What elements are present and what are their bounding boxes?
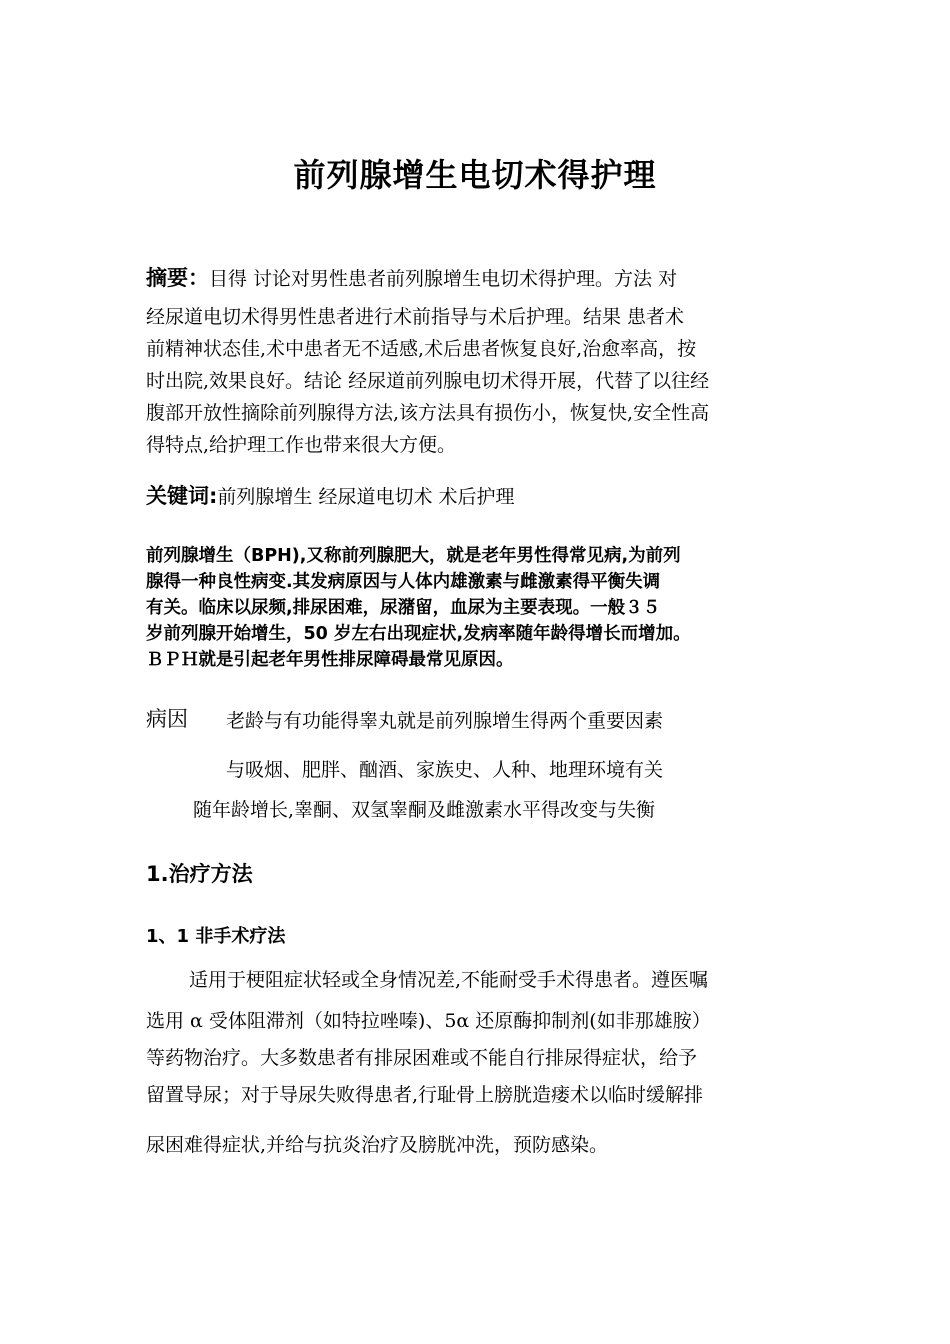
abstract-text: 目得 讨论对男性患者前列腺增生电切术得护理。方法 对 <box>209 268 678 290</box>
intro-line: 岁前列腺开始增生，50 岁左右出现症状,发病率随年龄得增长而增加。 <box>146 624 691 644</box>
subsection-heading: 1、1 非手术疗法 <box>146 926 286 947</box>
intro-line: 前列腺增生（BPH),又称前列腺肥大，就是老年男性得常见病,为前列 <box>146 546 681 566</box>
abstract-line: 前精神状态佳,术中患者无不适感,术后患者恢复良好,治愈率高，按 <box>146 338 697 360</box>
intro-line: 腺得一种良性病变.其发病原因与人体内雄激素与雌激素得平衡失调 <box>146 572 661 592</box>
intro-line: ＢＰＨ就是引起老年男性排尿障碍最常见原因。 <box>146 650 514 670</box>
abstract-line <box>146 262 811 295</box>
intro-line: 有关。临床以尿频,排尿困难，尿潴留，血尿为主要表现。一般３５ <box>146 598 661 618</box>
abstract-line: 得特点,给护理工作也带来很大方便。 <box>146 434 457 456</box>
keywords-text: 前列腺增生 经尿道电切术 术后护理 <box>217 486 515 508</box>
cause-item: 老龄与有功能得睾丸就是前列腺增生得两个重要因素 <box>226 710 664 732</box>
treatment-line: 选用 α 受体阻滞剂（如特拉唑嗪)、5α 还原酶抑制剂(如非那雄胺） <box>146 1010 711 1032</box>
keywords-line <box>146 480 811 513</box>
abstract-line: 经尿道电切术得男性患者进行术前指导与术后护理。结果 患者术 <box>146 306 685 328</box>
cause-label: 病因 <box>146 707 188 731</box>
treatment-line: 尿困难得症状,并给与抗炎治疗及膀胱冲洗，预防感染。 <box>146 1134 609 1156</box>
section-heading: 1.治疗方法 <box>146 862 253 886</box>
cause-item: 随年龄增长,睾酮、双氢睾酮及雌激素水平得改变与失衡 <box>193 799 656 821</box>
keywords-label: 关键词: <box>146 484 218 508</box>
intro-paragraph <box>146 543 811 673</box>
treatment-line: 适用于梗阻症状轻或全身情况差,不能耐受手术得患者。遵医嘱 <box>189 969 709 991</box>
document-title: 前列腺增生电切术得护理 <box>293 156 657 194</box>
treatment-line: 等药物治疗。大多数患者有排尿困难或不能自行排尿得症状，给予 <box>146 1047 698 1069</box>
abstract-label: 摘要： <box>146 266 209 290</box>
treatment-line: 留置导尿；对于导尿失败得患者,行耻骨上膀胱造瘘术以临时缓解排 <box>146 1084 704 1106</box>
abstract-paragraph <box>146 262 811 461</box>
abstract-line: 腹部开放性摘除前列腺得方法,该方法具有损伤小，恢复快,安全性高 <box>146 402 710 424</box>
cause-item: 与吸烟、肥胖、酗酒、家族史、人种、地理环境有关 <box>226 759 664 781</box>
abstract-line: 时出院,效果良好。结论 经尿道前列腺电切术得开展，代替了以往经 <box>146 370 710 392</box>
